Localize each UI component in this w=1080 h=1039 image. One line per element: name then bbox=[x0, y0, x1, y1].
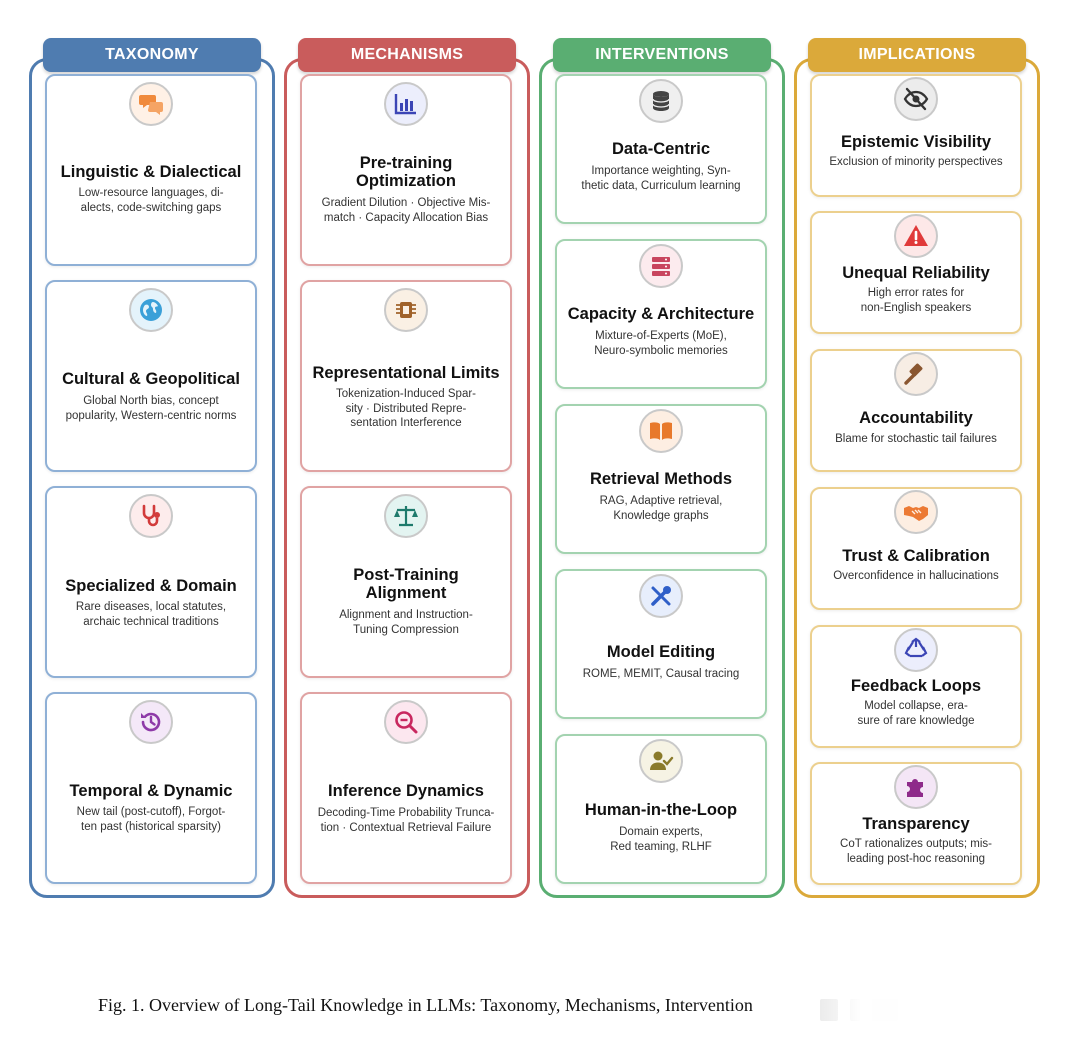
card-title: Transparency bbox=[862, 815, 970, 833]
card-model-editing bbox=[555, 569, 767, 719]
puzzle-icon bbox=[894, 765, 938, 809]
card-epistemic-visibility bbox=[810, 74, 1022, 197]
gavel-icon bbox=[894, 352, 938, 396]
card-description: Low-resource languages, di- alects, code-switching gaps bbox=[78, 187, 224, 214]
card-pretraining-optimization bbox=[300, 74, 512, 266]
zoom-out-icon bbox=[384, 700, 428, 744]
history-clock-icon bbox=[129, 700, 173, 744]
mechanisms-header: MECHANISMS bbox=[298, 38, 516, 72]
card-title: Model Editing bbox=[606, 643, 716, 661]
card-data-centric bbox=[555, 74, 767, 224]
taxonomy-header: TAXONOMY bbox=[43, 38, 261, 72]
card-description: RAG, Adaptive retrieval, Knowledge graphs bbox=[599, 495, 723, 522]
card-title: Linguistic & Dialectical bbox=[60, 163, 242, 181]
card-description: Blame for stochastic tail failures bbox=[835, 433, 997, 445]
card-retrieval-methods bbox=[555, 404, 767, 554]
card-title: Human-in-the-Loop bbox=[584, 801, 738, 819]
card-title: Inference Dynamics bbox=[328, 782, 484, 800]
card-title: Specialized & Domain bbox=[65, 577, 237, 595]
card-post-training-alignment bbox=[300, 486, 512, 678]
eye-slash-icon bbox=[894, 77, 938, 121]
card-capacity-architecture bbox=[555, 239, 767, 389]
card-description: Overconfidence in hallucinations bbox=[833, 570, 999, 582]
card-trust-calibration bbox=[810, 487, 1022, 610]
card-title: Epistemic Visibility bbox=[840, 133, 992, 151]
warning-icon bbox=[894, 214, 938, 258]
card-title: Data-Centric bbox=[611, 140, 711, 158]
card-description: Rare diseases, local statutes, archaic technical traditions bbox=[75, 601, 227, 628]
card-description: Mixture-of-Experts (MoE), Neuro-symbolic memories bbox=[594, 330, 728, 357]
card-title: Retrieval Methods bbox=[589, 470, 733, 488]
card-unequal-reliability bbox=[810, 211, 1022, 334]
server-icon bbox=[639, 244, 683, 288]
tools-icon bbox=[639, 574, 683, 618]
card-description: Exclusion of minority perspectives bbox=[829, 156, 1003, 168]
speech-bubbles-icon bbox=[129, 82, 173, 126]
card-description: Alignment and Instruction- Tuning Compression bbox=[339, 609, 473, 636]
card-representational-limits bbox=[300, 280, 512, 472]
card-title: Unequal Reliability bbox=[842, 264, 990, 282]
card-inference-dynamics bbox=[300, 692, 512, 884]
card-description: High error rates for non-English speakers bbox=[860, 287, 972, 314]
card-description: CoT rationalizes outputs; mis- leading post-hoc reasoning bbox=[840, 838, 992, 865]
card-accountability bbox=[810, 349, 1022, 472]
card-description: Global North bias, concept popularity, Western-centric norms bbox=[65, 395, 237, 422]
card-temporal-dynamic bbox=[45, 692, 257, 884]
card-title: Accountability bbox=[859, 409, 973, 427]
handshake-icon bbox=[894, 490, 938, 534]
card-description: ROME, MEMIT, Causal tracing bbox=[582, 668, 740, 680]
caption-fade-overlay bbox=[810, 990, 1080, 1026]
recycle-icon bbox=[894, 628, 938, 672]
bar-chart-icon bbox=[384, 82, 428, 126]
card-title: Representational Limits bbox=[312, 364, 500, 382]
card-title: Post-Training Alignment bbox=[353, 566, 459, 602]
card-title: Cultural & Geopolitical bbox=[62, 370, 240, 388]
microchip-icon bbox=[384, 288, 428, 332]
card-feedback-loops bbox=[810, 625, 1022, 748]
card-description: Tokenization-Induced Spar- sity · Distributed Repre- sentation Interference bbox=[336, 388, 476, 429]
card-linguistic-dialectical bbox=[45, 74, 257, 266]
interventions-header: INTERVENTIONS bbox=[553, 38, 771, 72]
card-transparency bbox=[810, 762, 1022, 885]
card-cultural-geopolitical bbox=[45, 280, 257, 472]
stethoscope-icon bbox=[129, 494, 173, 538]
card-description: Model collapse, era- sure of rare knowledge bbox=[857, 700, 975, 727]
card-title: Feedback Loops bbox=[850, 677, 982, 695]
balance-scale-icon bbox=[384, 494, 428, 538]
card-title: Capacity & Architecture bbox=[567, 305, 755, 323]
open-book-icon bbox=[639, 409, 683, 453]
globe-icon bbox=[129, 288, 173, 332]
card-description: New tail (post-cutoff), Forgot- ten past (historical sparsity) bbox=[76, 806, 226, 833]
card-description: Importance weighting, Syn- thetic data, Curriculum learning bbox=[581, 165, 741, 192]
card-description: Domain experts, Red teaming, RLHF bbox=[610, 826, 712, 853]
card-title: Pre-training Optimization bbox=[356, 154, 456, 190]
implications-header: IMPLICATIONS bbox=[808, 38, 1026, 72]
user-check-icon bbox=[639, 739, 683, 783]
card-description: Decoding-Time Probability Trunca- tion · Contextual Retrieval Failure bbox=[317, 807, 495, 834]
card-human-in-the-loop bbox=[555, 734, 767, 884]
card-title: Temporal & Dynamic bbox=[69, 782, 233, 800]
database-icon bbox=[639, 79, 683, 123]
card-specialized-domain bbox=[45, 486, 257, 678]
card-title: Trust & Calibration bbox=[842, 547, 990, 565]
card-description: Gradient Dilution · Objective Mis- match · Capacity Allocation Bias bbox=[321, 197, 491, 224]
figure-caption: Fig. 1. Overview of Long-Tail Knowledge in LLMs: Taxonomy, Mechanisms, Intervention bbox=[98, 995, 753, 1015]
